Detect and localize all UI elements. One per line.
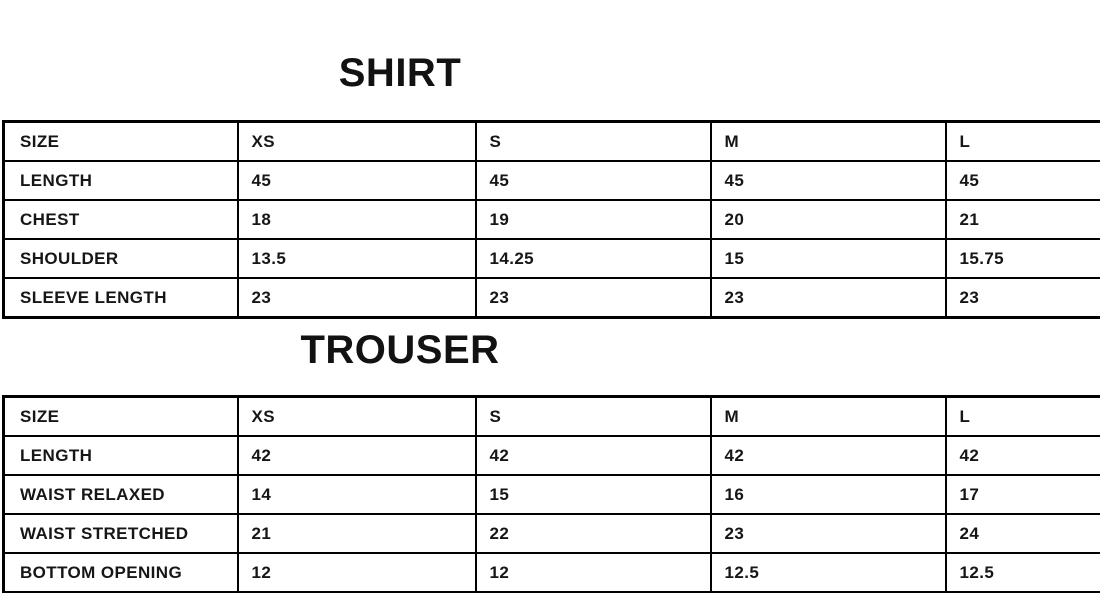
trouser-waist-relaxed-row [4,475,1100,514]
trouser-length-row [4,436,1100,475]
value-cell: 24 [946,514,1100,553]
shirt-chest-row [4,200,1100,239]
size-l-header-cell: L [946,122,1100,162]
row-label-cell: SLEEVE LENGTH [4,278,238,318]
row-label-cell: LENGTH [4,436,238,475]
size-m-header-cell: M [711,397,946,437]
size-header-cell: SIZE [4,122,238,162]
value-cell: 21 [238,514,476,553]
value-cell: 17 [946,475,1100,514]
size-header-cell: SIZE [4,397,238,437]
value-cell: 12 [238,553,476,593]
size-l-header-cell: L [946,397,1100,437]
row-label-cell: BOTTOM OPENING [4,553,238,593]
value-cell: 15.75 [946,239,1100,278]
value-cell: 23 [711,514,946,553]
value-cell: 15 [711,239,946,278]
value-cell: 22 [476,514,711,553]
value-cell: 23 [711,278,946,318]
value-cell: 19 [476,200,711,239]
value-cell: 13.5 [238,239,476,278]
trouser-size-table [2,395,1100,593]
row-label-cell: CHEST [4,200,238,239]
value-cell: 14.25 [476,239,711,278]
size-s-header-cell: S [476,122,711,162]
trouser-header-row [4,397,1100,437]
size-xs-header-cell: XS [238,397,476,437]
trouser-waist-stretched-row [4,514,1100,553]
value-cell: 45 [711,161,946,200]
value-cell: 12 [476,553,711,593]
value-cell: 18 [238,200,476,239]
value-cell: 21 [946,200,1100,239]
shirt-sleeve-length-row [4,278,1100,318]
value-cell: 12.5 [711,553,946,593]
shirt-section-title: SHIRT [338,51,462,95]
value-cell: 23 [946,278,1100,318]
value-cell: 42 [476,436,711,475]
value-cell: 42 [238,436,476,475]
value-cell: 42 [711,436,946,475]
shirt-shoulder-row [4,239,1100,278]
value-cell: 45 [476,161,711,200]
row-label-cell: WAIST RELAXED [4,475,238,514]
trouser-bottom-opening-row [4,553,1100,593]
value-cell: 20 [711,200,946,239]
value-cell: 45 [238,161,476,200]
value-cell: 23 [238,278,476,318]
row-label-cell: LENGTH [4,161,238,200]
row-label-cell: SHOULDER [4,239,238,278]
value-cell: 15 [476,475,711,514]
size-xs-header-cell: XS [238,122,476,162]
value-cell: 12.5 [946,553,1100,593]
value-cell: 23 [476,278,711,318]
value-cell: 16 [711,475,946,514]
trouser-section-title: TROUSER [300,328,500,372]
value-cell: 45 [946,161,1100,200]
shirt-size-table [2,120,1100,319]
value-cell: 42 [946,436,1100,475]
row-label-cell: WAIST STRETCHED [4,514,238,553]
shirt-length-row [4,161,1100,200]
size-m-header-cell: M [711,122,946,162]
value-cell: 14 [238,475,476,514]
shirt-header-row [4,122,1100,162]
size-s-header-cell: S [476,397,711,437]
